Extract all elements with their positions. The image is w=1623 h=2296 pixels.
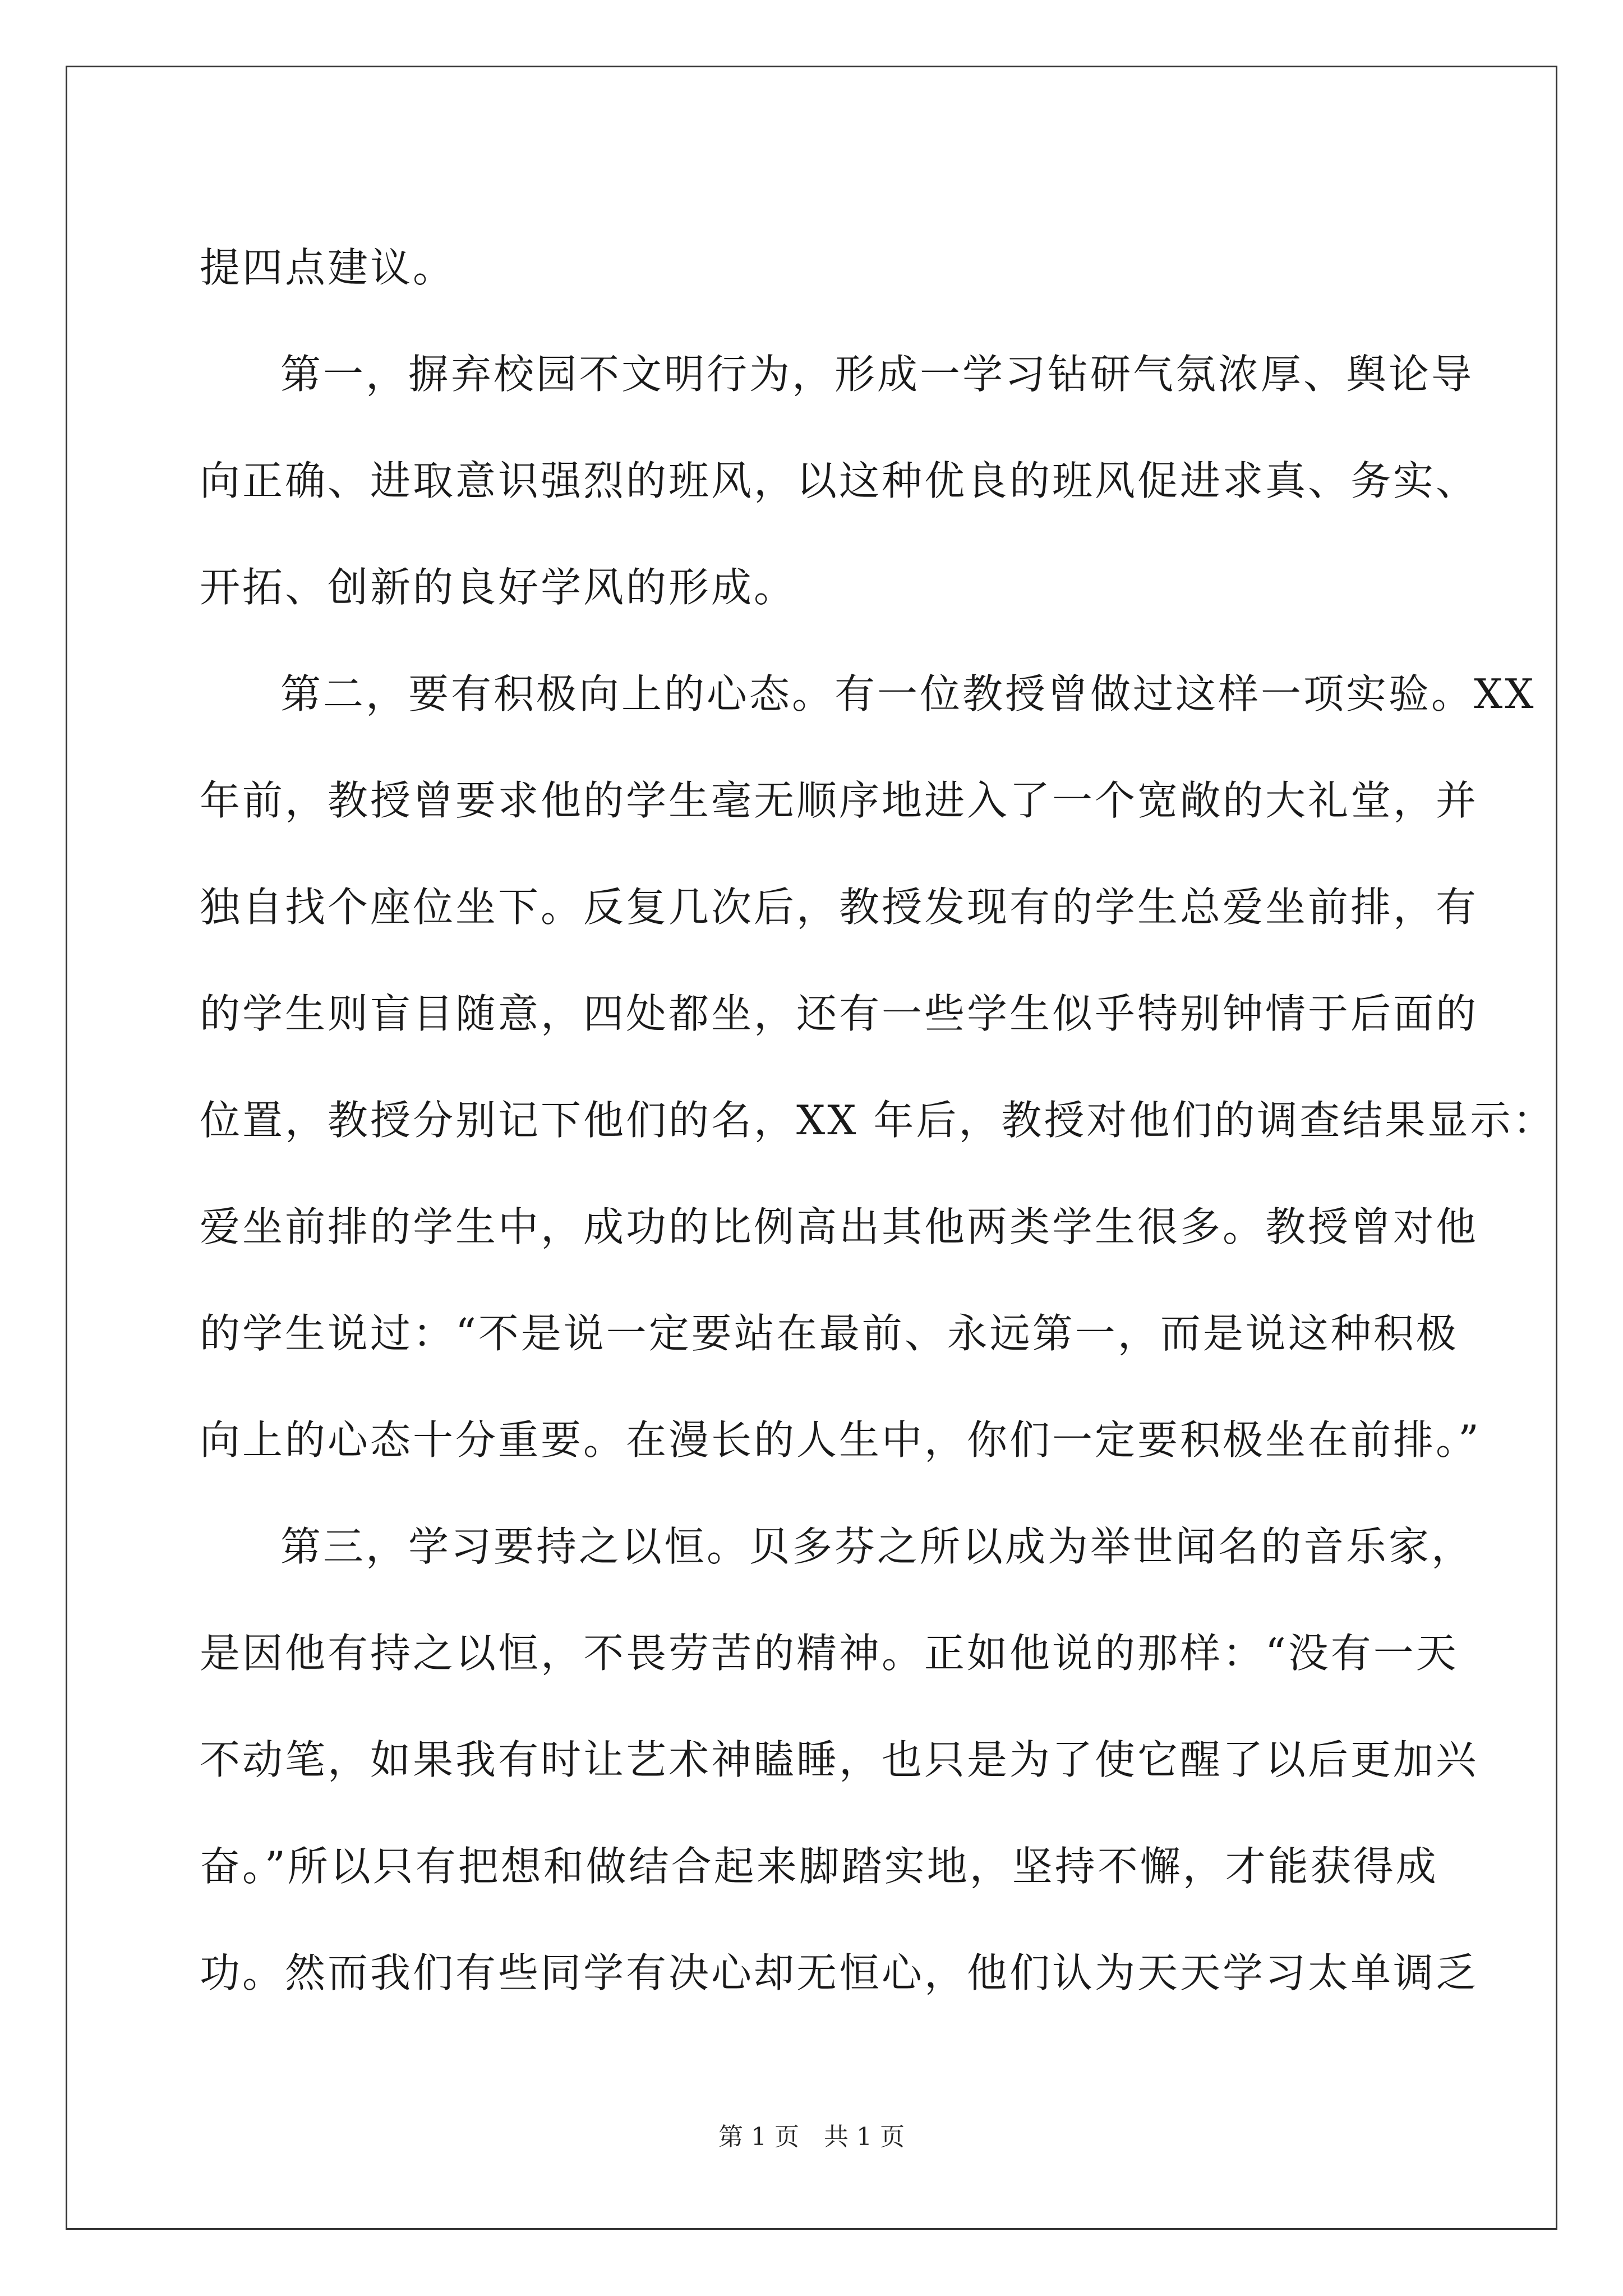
paragraph-line: 爱坐前排的学生中，成功的比例高出其他两类学生很多。教授曾对他	[200, 1203, 1479, 1250]
paragraph-line: 第一，摒弃校园不文明行为，形成一学习钻研气氛浓厚、舆论导	[280, 351, 1474, 398]
paragraph-line: 年前，教授曾要求他的学生毫无顺序地进入了一个宽敞的大礼堂，并	[200, 777, 1479, 824]
paragraph-line: 向正确、进取意识强烈的班风，以这种优良的班风促进求真、务实、	[200, 457, 1479, 504]
document-body	[200, 214, 1556, 2026]
paragraph-line: 第二，要有积极向上的心态。有一位教授曾做过这样一项实验。XX	[280, 670, 1536, 717]
paragraph-line: 提四点建议。	[200, 244, 456, 291]
paragraph-line: 第三，学习要持之以恒。贝多芬之所以成为举世闻名的音乐家，	[280, 1523, 1474, 1570]
paragraph-line: 开拓、创新的良好学风的形成。	[200, 564, 797, 611]
paragraph-line: 奋。”所以只有把想和做结合起来脚踏实地，坚持不懈，才能获得成	[200, 1843, 1438, 1890]
paragraph-line: 不动笔，如果我有时让艺术神瞌睡，也只是为了使它醒了以后更加兴	[200, 1736, 1479, 1783]
paragraph-line: 独自找个座位坐下。反复几次后，教授发现有的学生总爱坐前排，有	[200, 884, 1479, 931]
paragraph-line: 是因他有持之以恒，不畏劳苦的精神。正如他说的那样：“没有一天	[200, 1630, 1459, 1677]
page-footer: 第 1 页 共 1 页	[718, 2123, 905, 2151]
paragraph-line: 向上的心态十分重要。在漫长的人生中，你们一定要积极坐在前排。”	[200, 1416, 1481, 1464]
paragraph-line: 的学生则盲目随意，四处都坐，还有一些学生似乎特别钟情于后面的	[200, 990, 1479, 1037]
paragraph-line: 的学生说过：“不是说一定要站在最前、永远第一，而是说这种积极	[200, 1310, 1459, 1357]
paragraph-line: 功。然而我们有些同学有决心却无恒心，他们认为天天学习太单调乏	[200, 1949, 1479, 1996]
paragraph-line: 位置，教授分别记下他们的名，XX 年后，教授对他们的调查结果显示：	[200, 1097, 1556, 1144]
